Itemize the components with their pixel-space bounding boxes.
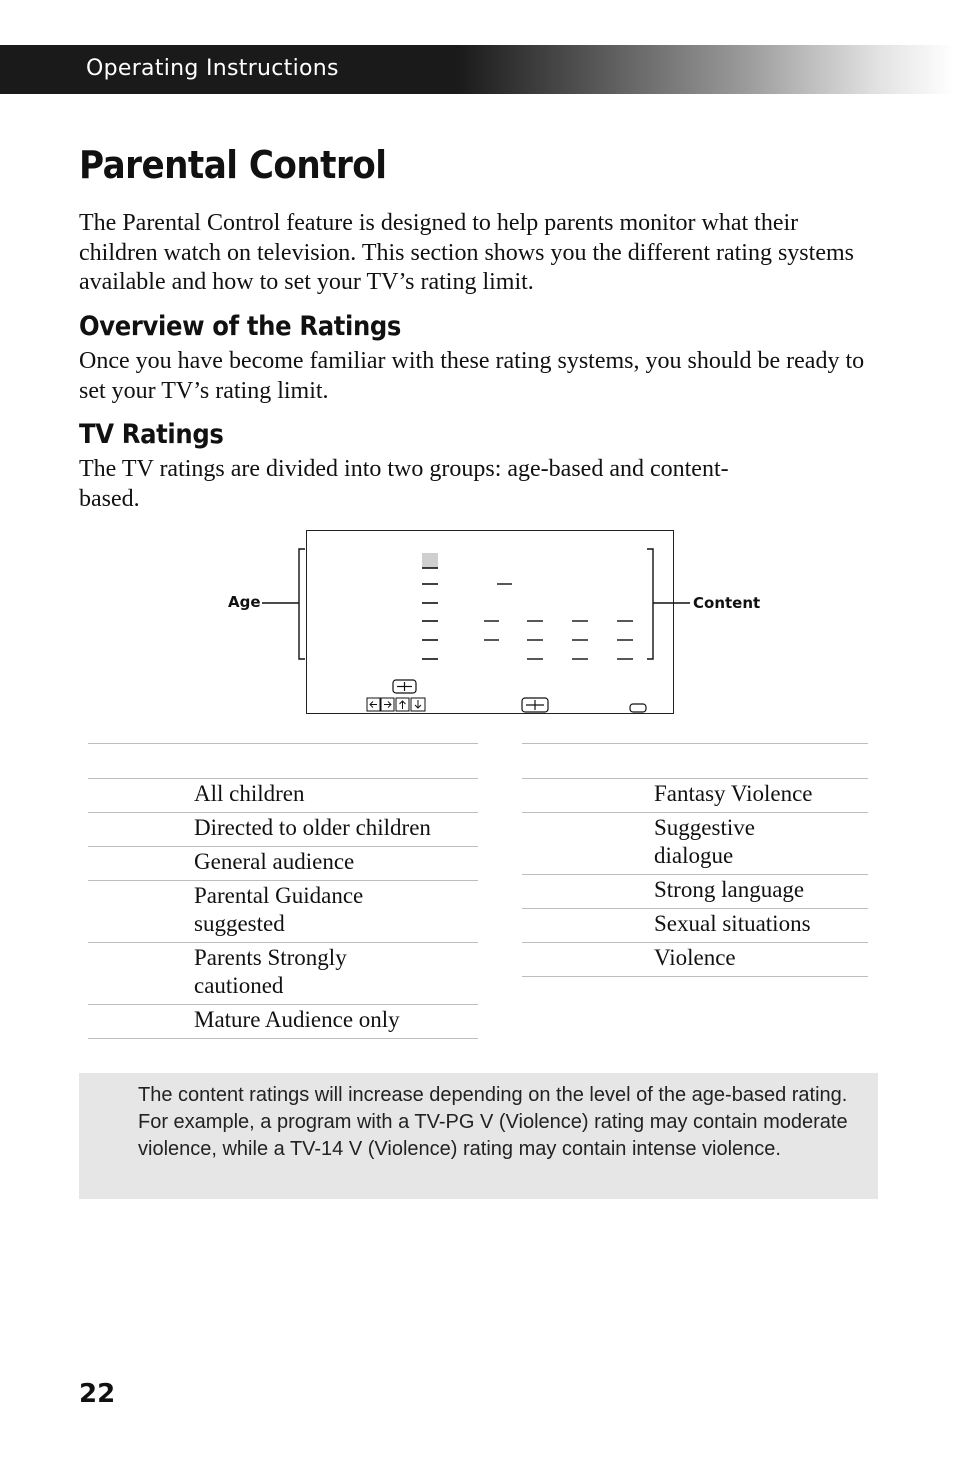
- intro-paragraph: The Parental Control feature is designed to help parents monitor what their children watch on television. This section shows you the different rating systems available and how to set your TV’s rating limit.: [79, 210, 854, 295]
- header-title: Operating Instructions: [86, 56, 339, 81]
- table-row: [522, 943, 868, 977]
- rating-code: [522, 813, 654, 875]
- content-ratings-table: [522, 743, 868, 977]
- rating-code: [522, 909, 654, 943]
- rating-description: Directed to older children: [194, 813, 478, 847]
- page-number: 22: [79, 1379, 116, 1409]
- table-header-row: [522, 744, 868, 779]
- rating-code: [88, 779, 194, 813]
- header-bar: [0, 45, 954, 94]
- rating-menu-diagram: [306, 530, 674, 714]
- overview-heading: Overview of the Ratings: [79, 311, 402, 342]
- rating-description: Parental Guidance suggested: [194, 881, 478, 943]
- age-callout-label: Age: [228, 593, 261, 611]
- age-ratings-table: [88, 743, 478, 1039]
- rating-description: All children: [194, 779, 478, 813]
- tv-ratings-heading: TV Ratings: [79, 419, 224, 450]
- table-row: [88, 847, 478, 881]
- rating-description: Violence: [654, 943, 868, 977]
- table-row: [88, 881, 478, 943]
- rating-description: Sexual situations: [654, 909, 868, 943]
- rating-code: [522, 943, 654, 977]
- table-row: [88, 779, 478, 813]
- rating-code: [88, 813, 194, 847]
- overview-paragraph: Once you have become familiar with these rating systems, you should be ready to set your TV’s rating limit.: [79, 348, 865, 404]
- note-text: The content ratings will increase depending on the level of the age-based rating. For example, a program with a TV-PG V (Violence) rating may contain moderate violence, while a TV-14 V (Violence) rating may contain intense violence.: [138, 1084, 848, 1160]
- table-header-row: [88, 744, 478, 779]
- note-box: [79, 1073, 878, 1199]
- rating-code: [522, 875, 654, 909]
- rating-description: Mature Audience only: [194, 1005, 478, 1039]
- page-title: Parental Control: [79, 143, 387, 187]
- age-bracket: [299, 549, 305, 659]
- table-row: [522, 875, 868, 909]
- rating-description: Strong language: [654, 875, 868, 909]
- table-row: [88, 1005, 478, 1039]
- table-row: [88, 943, 478, 1005]
- rating-code: [88, 881, 194, 943]
- content-callout-label: Content: [693, 594, 761, 612]
- rating-description: General audience: [194, 847, 478, 881]
- rating-description: Parents Strongly cautioned: [194, 943, 478, 1005]
- table-row: [522, 909, 868, 943]
- table-row: [522, 779, 868, 813]
- rating-code: [522, 779, 654, 813]
- table-row: [522, 813, 868, 875]
- rating-code: [88, 847, 194, 881]
- rating-code: [88, 1005, 194, 1039]
- tv-ratings-paragraph: The TV ratings are divided into two groups: age-based and content-based.: [79, 456, 729, 512]
- rating-code: [88, 943, 194, 1005]
- rating-description: Suggestive dialogue: [654, 813, 868, 875]
- rating-description: Fantasy Violence: [654, 779, 868, 813]
- table-row: [88, 813, 478, 847]
